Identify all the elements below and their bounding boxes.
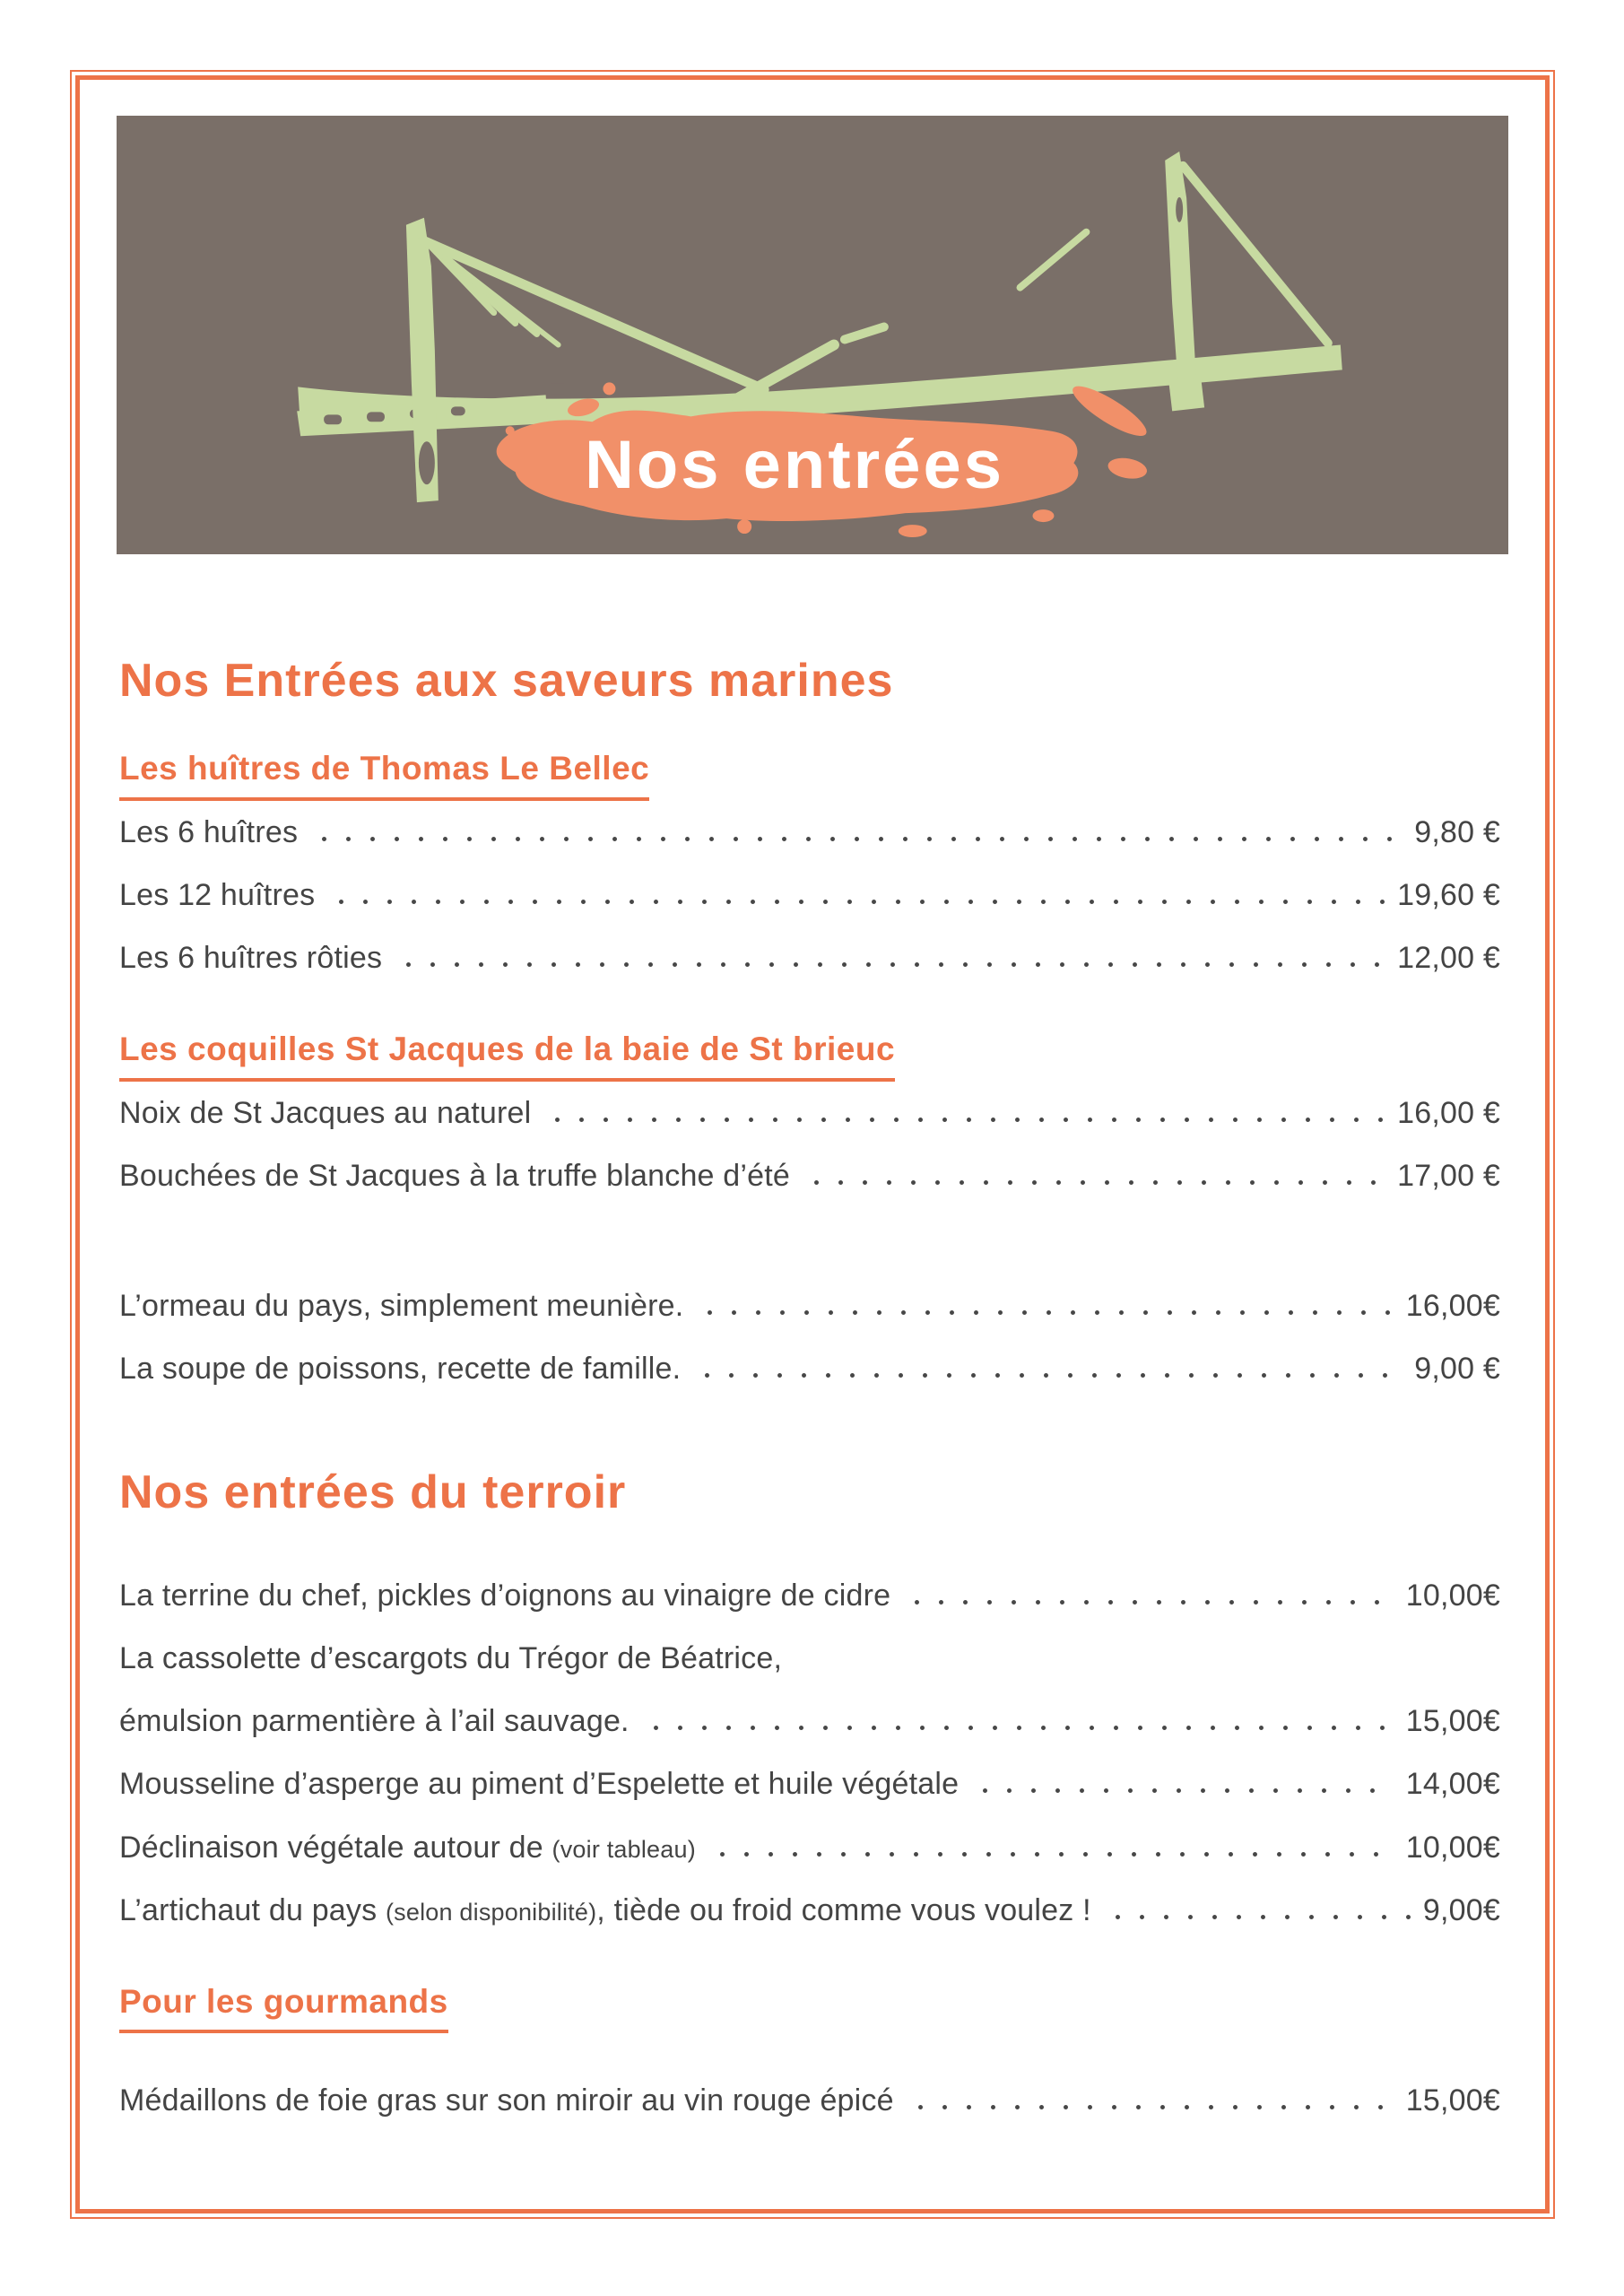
subheading-label: Pour les gourmands (119, 1982, 448, 2033)
item-name-part: (voir tableau) (551, 1835, 696, 1863)
dot-leader (545, 1117, 1385, 1123)
dot-leader (396, 961, 1385, 968)
item-name: Les 12 huîtres (119, 877, 316, 912)
menu-item-row (119, 1564, 1500, 1627)
section-heading: Nos Entrées aux saveurs marines (119, 655, 894, 707)
item-price: 15,00€ (1405, 2083, 1500, 2118)
item-name-part: , tiède ou froid comme vous voulez ! (596, 1892, 1091, 1927)
item-price: 10,00€ (1405, 1830, 1500, 1865)
menu-item-row (119, 1082, 1500, 1144)
dot-leader (644, 1725, 1394, 1731)
menu-item-row (119, 926, 1500, 989)
item-name: Les 6 huîtres rôties (119, 941, 383, 976)
menu-item-row (119, 801, 1500, 864)
dot-leader (905, 1599, 1394, 1605)
item-name: L’ormeau du pays, simplement meunière. (119, 1289, 684, 1324)
menu-item-row (119, 1274, 1500, 1337)
dot-leader (908, 2104, 1394, 2110)
menu-item-row (119, 1690, 1500, 1752)
item-name (119, 1891, 1091, 1930)
menu-root (119, 653, 1500, 2133)
item-name: Mousseline d’asperge au piment d’Espelette et huile végétale (119, 1767, 960, 1802)
banner-title: Nos entrées (584, 427, 1005, 503)
item-price: 16,00€ (1405, 1289, 1500, 1324)
menu-item-row (119, 1144, 1500, 1207)
dot-leader (695, 1372, 1402, 1378)
item-price: 9,00€ (1422, 1892, 1500, 1927)
dot-leader (698, 1309, 1393, 1316)
menu-section (119, 1465, 1500, 2132)
section-heading: Nos entrées du terroir (119, 1466, 627, 1519)
dot-leader (312, 836, 1402, 842)
item-price: 14,00€ (1405, 1767, 1500, 1802)
item-name-part: Déclinaison végétale autour de (119, 1830, 552, 1865)
item-name-part: L’artichaut du pays (119, 1892, 386, 1927)
item-name: Bouchées de St Jacques à la truffe blanche d’été (119, 1158, 791, 1193)
banner (117, 116, 1508, 554)
item-price: 17,00 € (1397, 1158, 1500, 1193)
item-price: 12,00 € (1397, 941, 1500, 976)
item-price: 15,00€ (1405, 1704, 1500, 1739)
item-name: émulsion parmentière à l’ail sauvage. (119, 1704, 630, 1739)
item-price: 9,00 € (1414, 1352, 1500, 1387)
item-name: La cassolette d’escargots du Trégor de Béatrice, (119, 1641, 783, 1676)
menu-item-row (119, 2069, 1500, 2132)
item-name-part: (selon disponibilité) (385, 1898, 597, 1926)
menu-item-row (119, 864, 1500, 926)
menu-item-row (119, 1752, 1500, 1815)
menu-section (119, 653, 1500, 1400)
menu-item-row (119, 1627, 1500, 1690)
item-price: 19,60 € (1397, 877, 1500, 912)
subheading-label: Les huîtres de Thomas Le Bellec (119, 749, 649, 800)
dot-leader (329, 899, 1385, 905)
menu-item-row (119, 1879, 1500, 1942)
item-price: 9,80 € (1414, 814, 1500, 849)
subheading (119, 749, 1500, 800)
item-name: La soupe de poissons, recette de famille. (119, 1352, 682, 1387)
subheading-label: Les coquilles St Jacques de la baie de St brieuc (119, 1030, 895, 1081)
subheading (119, 1030, 1500, 1081)
item-name: Les 6 huîtres (119, 814, 299, 849)
menu-item-row (119, 1816, 1500, 1879)
item-name: Médaillons de foie gras sur son miroir au vin rouge épicé (119, 2083, 894, 2118)
dot-leader (973, 1787, 1394, 1794)
subheading (119, 1982, 1500, 2033)
dot-leader (804, 1179, 1385, 1186)
item-price: 10,00€ (1405, 1578, 1500, 1613)
item-name: La terrine du chef, pickles d’oignons au vinaigre de cidre (119, 1578, 891, 1613)
dot-leader (710, 1851, 1394, 1857)
item-name: Noix de St Jacques au naturel (119, 1095, 532, 1130)
dot-leader (1106, 1914, 1411, 1920)
menu-item-row (119, 1337, 1500, 1400)
item-name (119, 1828, 696, 1867)
item-price: 16,00 € (1397, 1095, 1500, 1130)
